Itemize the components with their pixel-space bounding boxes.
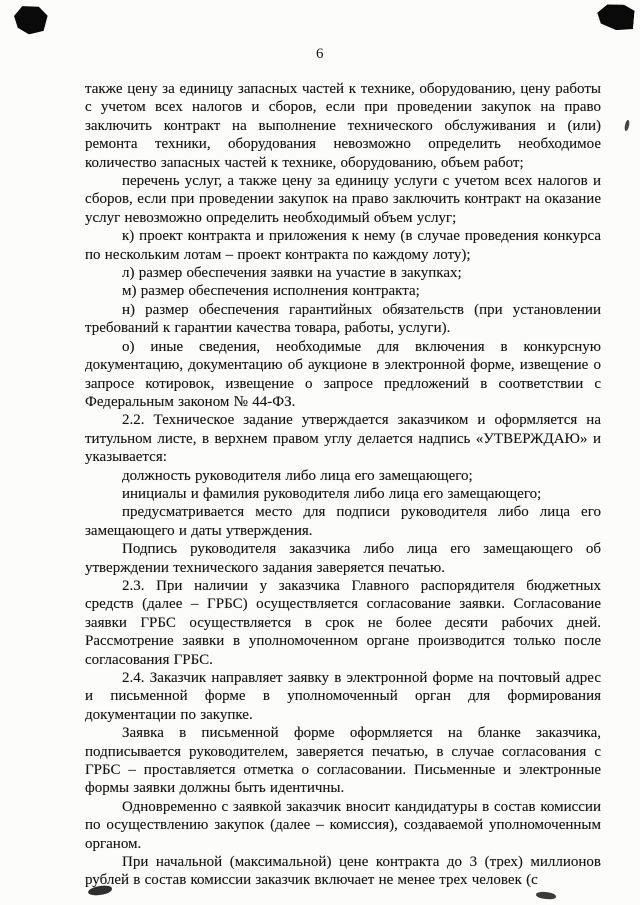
paragraph: При начальной (максимальной) цене контракта до 3 (трех) миллионов рублей в состав комиссии заказчик включает не менее трех человек (с — [85, 854, 601, 889]
paragraph: 2.2. Техническое задание утверждается заказчиком и оформляется на титульном листе, в верхнем правом углу делается надпись «УТВЕРЖДАЮ» и указывается: — [85, 412, 601, 466]
scan-artifact-corner-top-right — [596, 2, 635, 31]
paragraph: 2.4. Заказчик направляет заявку в электронной форме на почтовый адрес и письменной форме в уполномоченный орган для формирования документации по закупке. — [85, 670, 601, 723]
paragraph: Заявка в письменной форме оформляется на бланке заказчика, подписывается руководителем, заверяется печатью, в случае согласования с ГРБС – проставляется отметка о согласовании. Письменные и электронные формы заявки должны быть идентичны. — [85, 725, 601, 797]
paragraph: н) размер обеспечения гарантийных обязательств (при установлении требований к гарантии качества товара, работы, услуги). — [85, 301, 601, 337]
document-body — [85, 80, 601, 890]
paragraph: предусматривается место для подписи руководителя либо лица его замещающего и даты утверждения. — [85, 504, 601, 539]
paragraph: инициалы и фамилия руководителя либо лица его замещающего; — [122, 485, 542, 502]
scan-artifact-edge-mark — [624, 120, 630, 132]
scan-artifact-corner-top-left — [12, 3, 50, 36]
paragraph: перечень услуг, а также цену за единицу услуги с учетом всех налогов и сборов, если при проведении закупок на право заключить контракт на оказание услуг невозможно определить необходимый объем услуг; — [85, 173, 601, 226]
paragraph: Подпись руководителя заказчика либо лица его замещающего об утверждении технического задания заверяется печатью. — [85, 541, 601, 576]
paragraph: к) проект контракта и приложения к нему (в случае проведения конкурса по нескольким лотам – проект контракта по каждому лоту); — [85, 228, 601, 263]
paragraph: должность руководителя либо лица его замещающего; — [122, 467, 473, 484]
page-number: 6 — [316, 46, 324, 62]
paragraph: л) размер обеспечения заявки на участие в закупках; — [122, 265, 462, 282]
paragraph: 2.3. При наличии у заказчика Главного распорядителя бюджетных средств (далее – ГРБС) осуществляется согласование заявки. Согласование заявки ГРБС осуществляется в срок не более десяти рабочих дней. Рассмотрение заявки в уполномоченном органе производится только после согласования ГРБС. — [85, 577, 601, 668]
paragraph: Одновременно с заявкой заказчик вносит кандидатуры в состав комиссии по осуществлению закупок (далее – комиссия), создаваемой уполномоченным органом. — [85, 798, 601, 852]
paragraph: м) размер обеспечения исполнения контракта; — [122, 283, 420, 300]
paragraph: также цену за единицу запасных частей к технике, оборудованию, цену работы с учетом всех налогов и сборов, если при проведении закупок на право заключить контракт на выполнение технического обслуживания и (или) ремонта техники, оборудования невозможно определить необходимое количество запасных частей к технике, оборудованию, объем работ; — [85, 81, 601, 171]
scan-artifact-corner-bottom-right — [536, 891, 556, 899]
paragraph: о) иные сведения, необходимые для включения в конкурсную документацию, документацию об аукционе в электронной форме, извещение о запросе котировок, извещение о запросе предложений в соответствии с Федеральным законом № 44-ФЗ. — [85, 338, 601, 410]
